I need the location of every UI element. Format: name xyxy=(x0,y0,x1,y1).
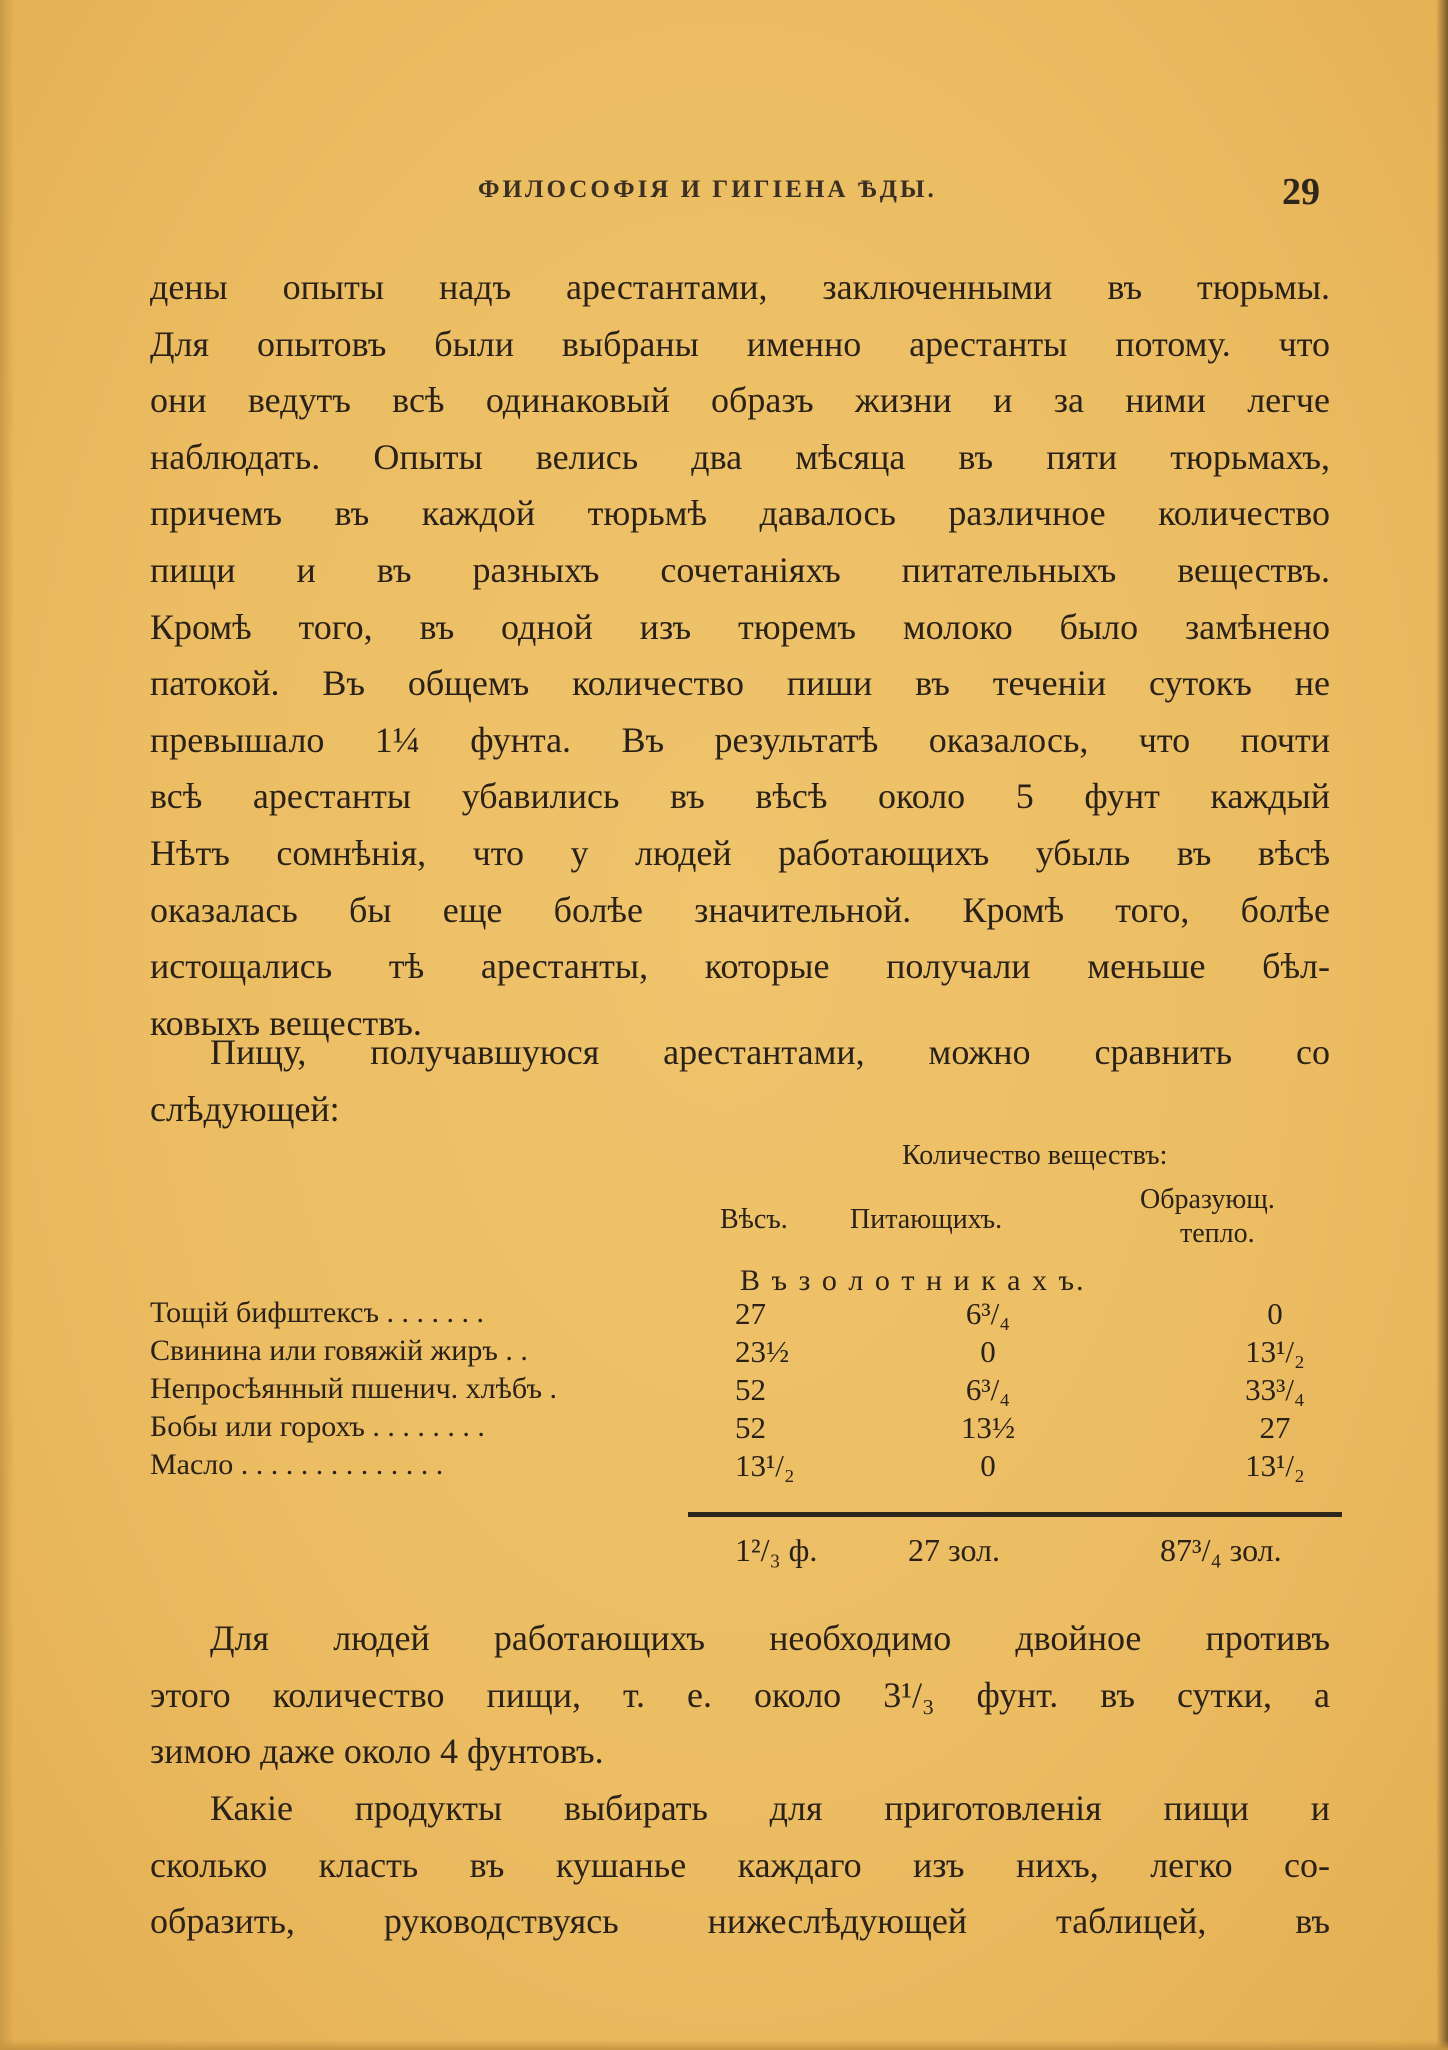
page-edge-shadow-bottom xyxy=(0,2040,1448,2050)
table-total-weight: 1²/₃ ф. xyxy=(735,1532,818,1568)
text-line: наблюдать. Опыты велись два мѣсяца въ пяти тюрьмахъ, xyxy=(150,436,1330,477)
table-cell-nourishing: 0 xyxy=(980,1334,996,1369)
table-header-weight: Вѣсъ. xyxy=(720,1204,788,1235)
table-cell-weight: 52 xyxy=(735,1372,766,1407)
table-total-nourishing: 27 зол. xyxy=(908,1532,1000,1568)
table-cell-warming: 13¹/₂ xyxy=(1245,1334,1305,1369)
table-cell-name: Бобы или горохъ . . . . . . . . xyxy=(150,1410,485,1443)
text-line: Для опытовъ были выбраны именно арестанты потому. что xyxy=(150,323,1330,364)
text-line: всѣ арестанты убавились въ вѣсѣ около 5 фунт каждый xyxy=(150,776,1330,817)
table-cell-weight: 23½ xyxy=(735,1334,790,1369)
table-cell-weight: 52 xyxy=(735,1410,766,1445)
table-row xyxy=(150,1448,1330,1484)
table-cell-nourishing: 6³/₄ xyxy=(965,1372,1011,1407)
table-row xyxy=(150,1410,1330,1446)
table-row xyxy=(150,1334,1330,1370)
text-line: Для людей работающихъ необходимо двойное противъ xyxy=(210,1618,1330,1658)
paragraph-2 xyxy=(150,1024,1330,1137)
table-cell-nourishing: 6³/₄ xyxy=(965,1296,1011,1331)
text-line: истощались тѣ арестанты, которые получали меньше бѣл- xyxy=(150,946,1330,987)
table-total-warming: 87³/₄ зол. xyxy=(1160,1532,1282,1568)
text-line: оказалась бы еще болѣе значительной. Кромѣ того, болѣе xyxy=(150,889,1330,930)
text-line: Нѣтъ сомнѣнія, что у людей работающихъ убыль въ вѣсѣ xyxy=(150,832,1330,873)
text-line: слѣдующей: xyxy=(150,1088,340,1129)
table-cell-name: Непросѣянный пшенич. хлѣбъ . xyxy=(150,1372,557,1405)
table-unit-row: В ъ з о л о т н и к а х ъ. xyxy=(740,1264,1086,1297)
table-row xyxy=(150,1296,1330,1332)
paragraph-3 xyxy=(150,1610,1330,1780)
table-cell-warming: 0 xyxy=(1267,1296,1283,1331)
table-cell-name: Тощій бифштексъ . . . . . . . xyxy=(150,1296,484,1329)
text-line: ковыхъ веществъ. xyxy=(150,1002,422,1043)
text-line: этого количество пищи, т. е. около 3¹/₃ фунт. въ сутки, а xyxy=(150,1674,1330,1715)
paragraph-4 xyxy=(150,1780,1330,1950)
text-line: образить, руководствуясь нижеслѣдующей таблицей, въ xyxy=(150,1901,1330,1942)
table-cell-warming: 33³/₄ xyxy=(1245,1372,1305,1407)
text-line: дены опыты надъ арестантами, заключенными въ тюрьмы. xyxy=(150,267,1330,307)
table-cell-warming: 27 xyxy=(1259,1410,1291,1445)
table-header-warming-2: тепло. xyxy=(1180,1218,1255,1249)
table-cell-weight: 13¹/₂ xyxy=(735,1448,795,1483)
table-cell-name: Свинина или говяжій жиръ . . xyxy=(150,1334,528,1367)
paragraph-1 xyxy=(150,259,1330,1051)
page-edge-shadow-right xyxy=(1436,0,1448,2050)
text-line: зимою даже около 4 фунтовъ. xyxy=(150,1731,604,1772)
text-line: патокой. Въ общемъ количество пиши въ теченіи сутокъ не xyxy=(150,663,1330,704)
table-group-header: Количество веществъ: xyxy=(902,1140,1168,1171)
page-number: 29 xyxy=(1282,171,1320,213)
table-header-nourishing: Питающихъ. xyxy=(850,1204,1003,1235)
table-total-rule xyxy=(688,1512,1342,1517)
text-line: причемъ въ каждой тюрьмѣ давалось различное количество xyxy=(150,493,1330,534)
text-line: они ведутъ всѣ одинаковый образъ жизни и за ними легче xyxy=(150,380,1330,421)
table-cell-warming: 13¹/₂ xyxy=(1245,1448,1305,1483)
text-line: Пищу, получавшуюся арестантами, можно сравнить со xyxy=(210,1032,1330,1072)
text-line: превышало 1¼ фунта. Въ результатѣ оказалось, что почти xyxy=(150,719,1330,760)
text-line: пищи и въ разныхъ сочетаніяхъ питательныхъ веществъ. xyxy=(150,549,1330,590)
table-cell-nourishing: 0 xyxy=(980,1448,996,1483)
text-line: сколько класть въ кушанье каждаго изъ нихъ, легко со- xyxy=(150,1844,1330,1885)
table-cell-name: Масло . . . . . . . . . . . . . . xyxy=(150,1448,444,1481)
food-composition-table xyxy=(150,1140,1330,1580)
page-edge-shadow-left xyxy=(0,0,14,2050)
table-cell-nourishing: 13½ xyxy=(960,1410,1016,1445)
text-line: Кромѣ того, въ одной изъ тюремъ молоко было замѣнено xyxy=(150,606,1330,647)
text-line: Какіе продукты выбирать для приготовленія пищи и xyxy=(210,1788,1330,1828)
table-header-warming: Образующ. xyxy=(1140,1184,1275,1215)
running-title: ФИЛОСОФІЯ И ГИГІЕНА ѢДЫ. xyxy=(478,176,937,203)
table-cell-weight: 27 xyxy=(735,1296,766,1331)
table-row xyxy=(150,1372,1330,1408)
